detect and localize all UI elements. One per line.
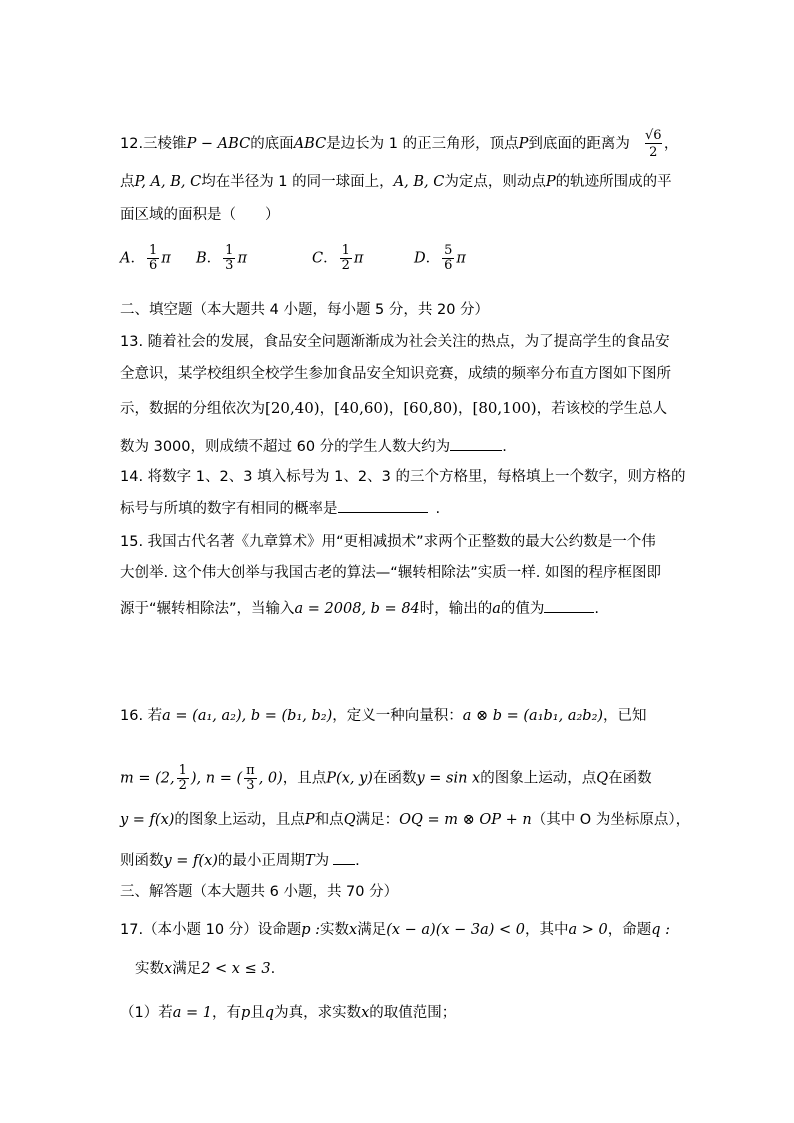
section-2-heading: 二、填空题（本大题共 4 小题，每小题 5 分，共 20 分）: [120, 302, 490, 318]
q16-answer-blank[interactable]: [333, 850, 355, 865]
q15-line-3: 源于“辗转相除法”，当输入a = 2008, b = 84时，输出的a的值为 .: [120, 598, 599, 619]
q14-answer-blank[interactable]: [338, 498, 428, 513]
q16-line-1: 16. 若a = (a₁, a₂), b = (b₁, b₂)，定义一种向量积：a ⊗ b = (a₁b₁, a₂b₂)，已知: [120, 708, 647, 724]
q13-line-3: 示，数据的分组依次为[20,40)，[40,60)，[60,80)，[80,100)，若该校的学生总人: [120, 399, 668, 417]
q12-line-1: 12.三棱锥P − ABC的底面ABC是边长为 1 的正三角形，顶点P到底面的距离为 ，: [120, 136, 679, 152]
q15-line-1: 15. 我国古代名著《九章算术》用“更相减损术”求两个正整数的最大公约数是一个伟: [120, 534, 656, 550]
q17-line-2: 实数x满足2 < x ≤ 3.: [135, 961, 276, 977]
q12-option-c[interactable]: C． $\frac{1}{2}$ π: [312, 243, 364, 273]
q16-line-3: y = f(x)的图象上运动，且点P和点Q满足：OQ = m ⊗ OP + n（其中 O 为坐标原点），: [120, 812, 691, 828]
q14-line-2: 标号与所填的数字有相同的概率是 .: [120, 498, 440, 519]
q15-line-2: 大创举. 这个伟大创举与我国古老的算法—“辗转相除法”实质一样. 如图的程序框图即: [120, 565, 661, 581]
q12-option-d[interactable]: D． $\frac{5}{6}$ π: [414, 243, 466, 273]
q13-line-2: 全意识，某学校组织全校学生参加食品安全知识竞赛，成绩的频率分布直方图如下图所: [120, 366, 671, 382]
section-3-heading: 三、解答题（本大题共 6 小题，共 70 分）: [120, 884, 399, 900]
q12-line-2: 点P, A, B, C均在半径为 1 的同一球面上，A, B, C为定点，则动点P的轨迹所围成的平: [120, 174, 672, 190]
q16-line-2: m = (2, $\frac{1}{2}$ ), n = ( $\frac{\pi}{3}$ , 0)，且点P(x, y)在函数y = sin x的图象上运动，点Q在函数: [120, 763, 652, 793]
q15-answer-blank[interactable]: [544, 598, 594, 613]
q16-line-4: 则函数y = f(x)的最小正周期T为 .: [120, 850, 360, 871]
q12-line-3: 面区域的面积是（ ）: [120, 207, 280, 223]
q17-sub-1: （1）若a = 1，有p且q为真，求实数x的取值范围；: [120, 1005, 457, 1021]
q13-answer-blank[interactable]: [450, 436, 502, 451]
q12-distance-fraction: √6 2: [645, 128, 662, 160]
q12-option-a[interactable]: A． $\frac{1}{6}$ π: [120, 243, 171, 273]
q12-option-b[interactable]: B． $\frac{1}{3}$ π: [196, 243, 247, 273]
q13-line-4: 数为 3000，则成绩不超过 60 分的学生人数大约为 .: [120, 436, 507, 457]
q14-line-1: 14. 将数字 1、2、3 填入标号为 1、2、3 的三个方格里，每格填上一个数字，则方格的: [120, 469, 686, 485]
q13-line-1: 13. 随着社会的发展，食品安全问题渐渐成为社会关注的热点，为了提高学生的食品安: [120, 334, 670, 350]
q17-line-1: 17.（本小题 10 分）设命题p :实数x满足(x − a)(x − 3a) < 0，其中a > 0，命题q :: [120, 922, 671, 938]
